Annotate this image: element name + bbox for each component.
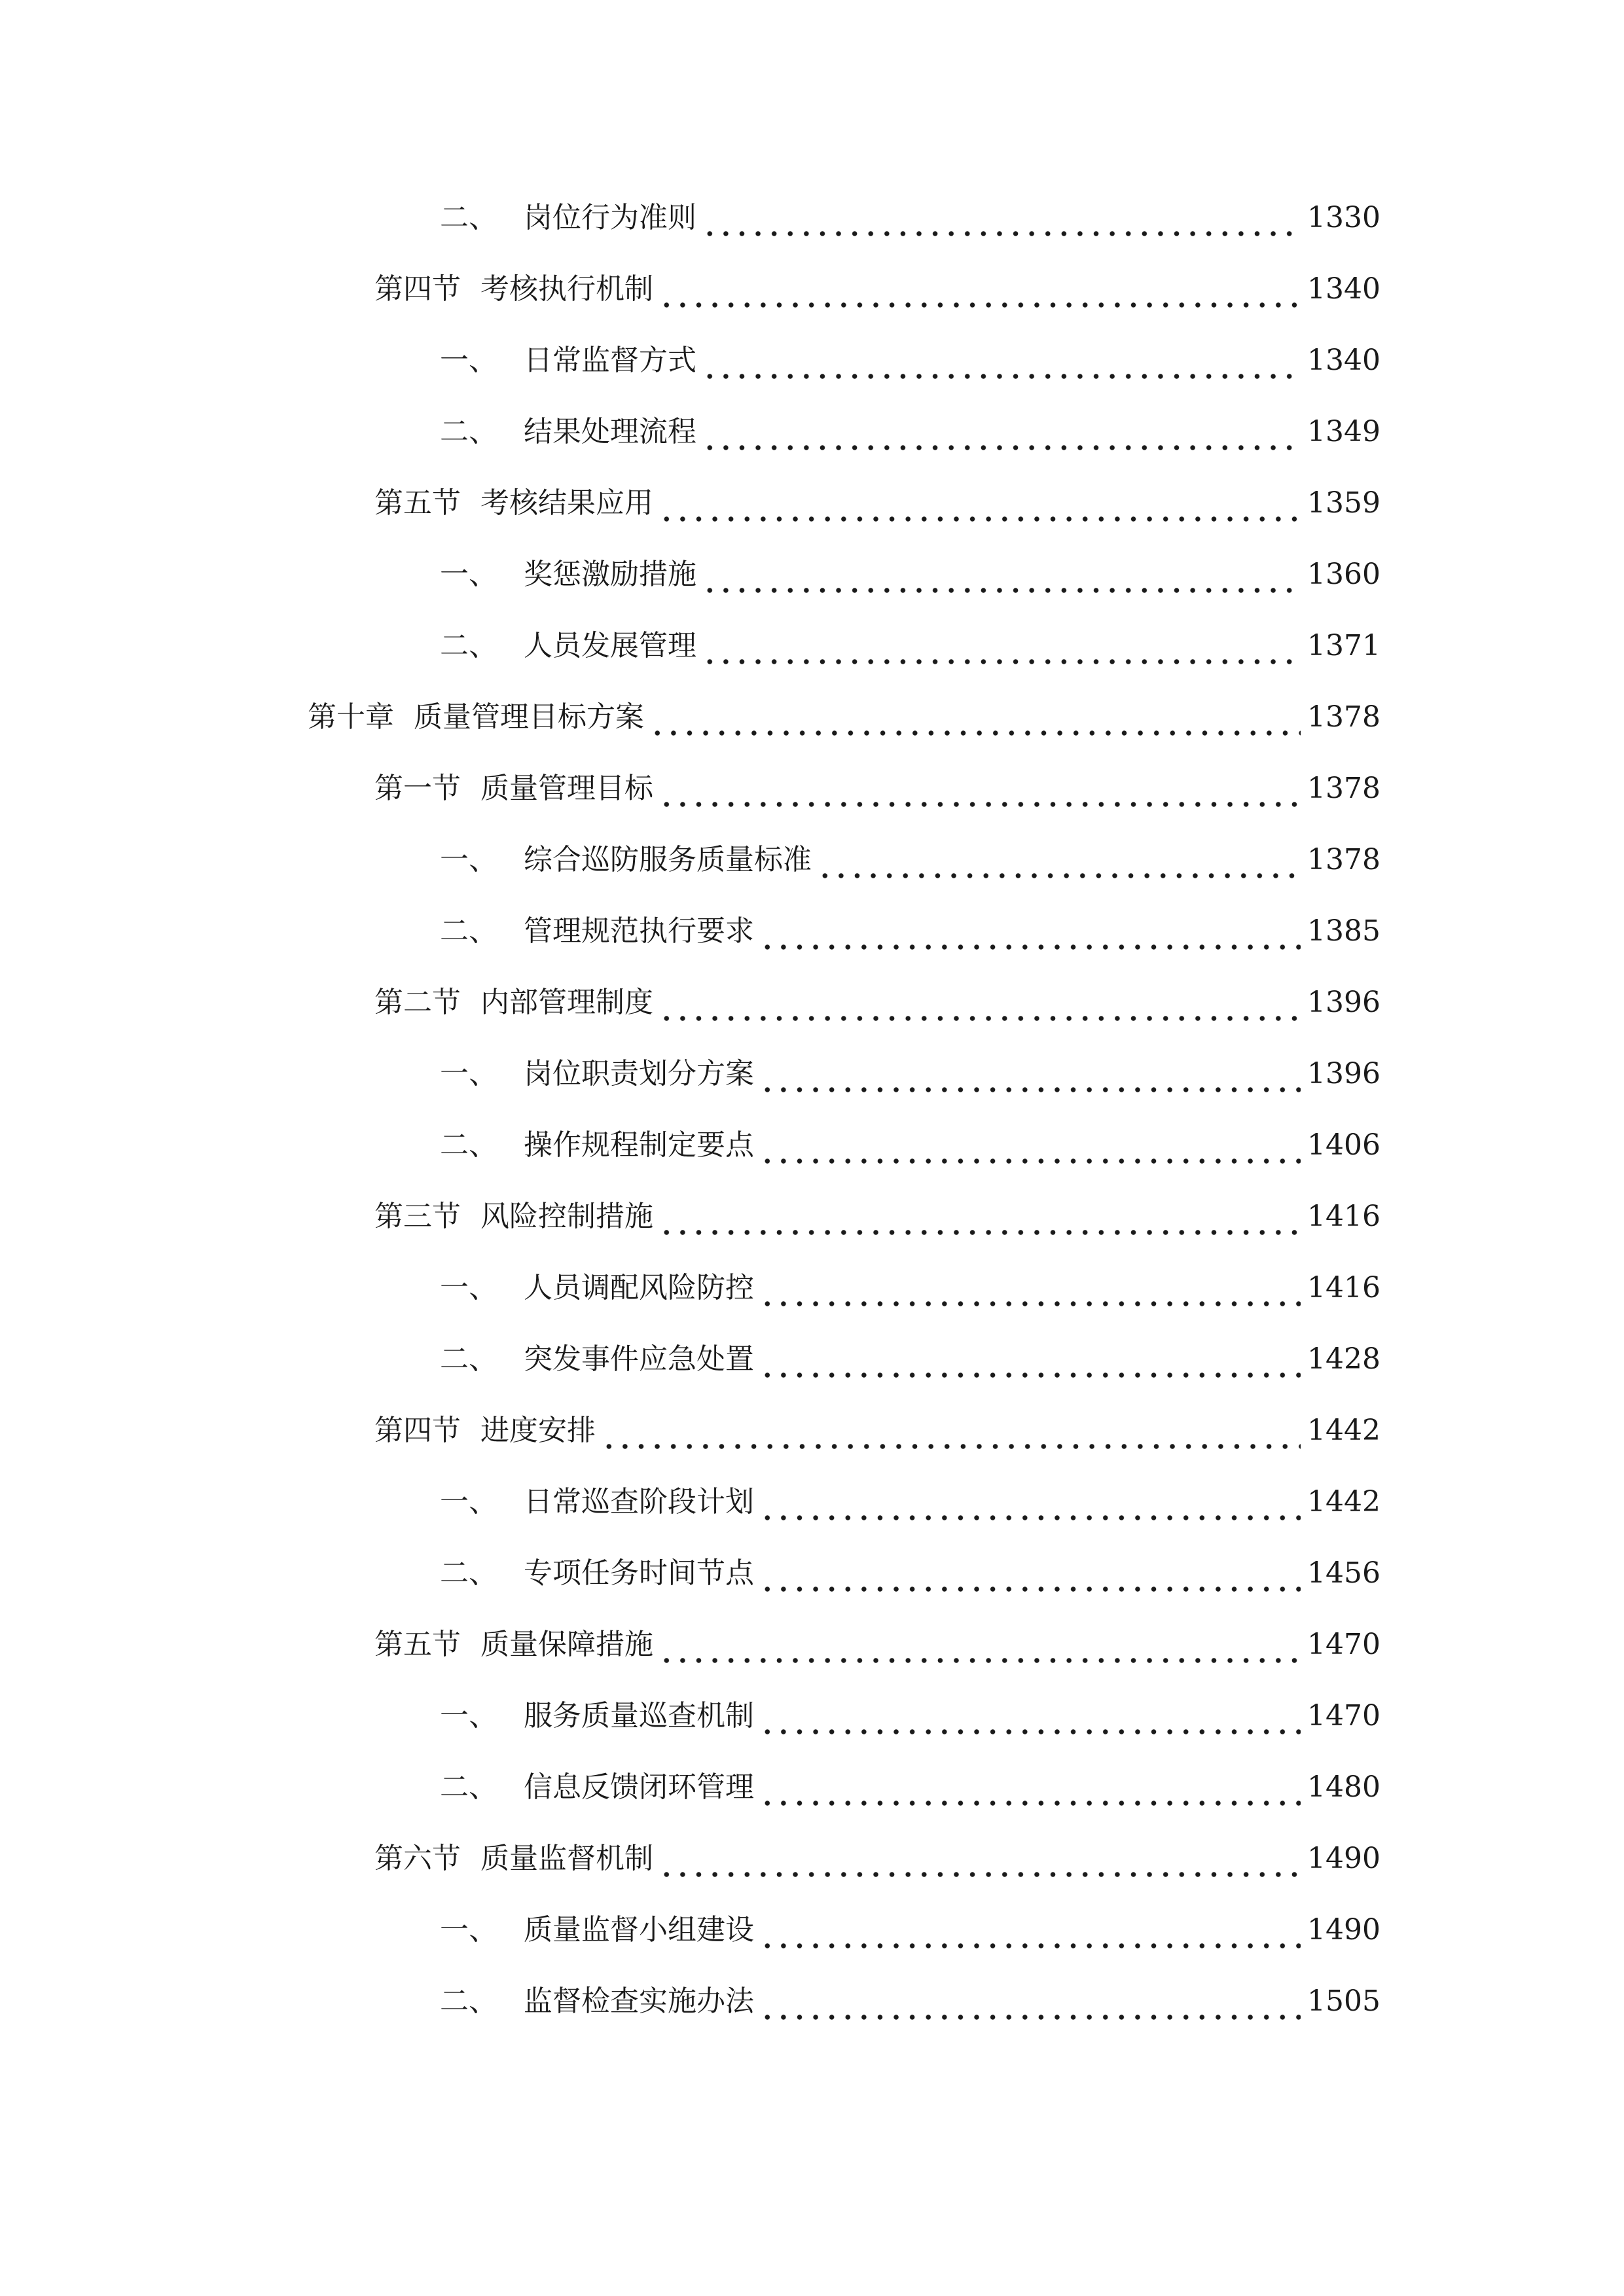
- dot-leader: [759, 1690, 1301, 1742]
- toc-entry[interactable]: [440, 1333, 1380, 1386]
- toc-entry-title: 人员发展管理: [524, 629, 696, 662]
- toc-entry-prefix: 二、: [440, 1342, 497, 1376]
- toc-entry-page-number: 1416: [1307, 1271, 1380, 1304]
- toc-entry[interactable]: [440, 1904, 1380, 1956]
- toc-entry-title: 监督检查实施办法: [524, 1984, 754, 2018]
- dot-leader: [759, 1761, 1301, 1814]
- dot-leader: [702, 192, 1301, 244]
- toc-entry-page-number: 1396: [1307, 986, 1380, 1019]
- dot-leader: [759, 905, 1301, 958]
- toc-entry-page-number: 1385: [1307, 914, 1380, 948]
- toc-entry[interactable]: [440, 1761, 1380, 1814]
- toc-entry-page-number: 1330: [1307, 201, 1380, 234]
- toc-entry-title: 考核执行机制: [480, 272, 653, 306]
- dot-leader: [759, 1547, 1301, 1600]
- toc-entry-prefix: 二、: [440, 415, 497, 448]
- toc-entry-page-number: 1470: [1307, 1628, 1380, 1661]
- toc-entry-title: 日常监督方式: [524, 344, 696, 377]
- toc-entry-title: 服务质量巡查机制: [524, 1699, 754, 1732]
- toc-entry-prefix: 第五节: [374, 486, 461, 520]
- toc-entry-prefix: 一、: [440, 1699, 497, 1732]
- dot-leader: [659, 977, 1301, 1029]
- dot-leader: [659, 1833, 1301, 1885]
- toc-entry[interactable]: [440, 620, 1380, 672]
- toc-entry-page-number: 1378: [1307, 700, 1380, 734]
- toc-entry[interactable]: [440, 192, 1380, 244]
- toc-entry-title: 操作规程制定要点: [524, 1128, 754, 1162]
- toc-entry-title: 人员调配风险防控: [524, 1271, 754, 1304]
- toc-entry-prefix: 第十章: [308, 700, 394, 734]
- dot-leader: [659, 263, 1301, 315]
- dot-leader: [659, 1619, 1301, 1671]
- toc-entry-prefix: 第一节: [374, 772, 461, 805]
- toc-entry-prefix: 二、: [440, 1128, 497, 1162]
- toc-entry[interactable]: [440, 1119, 1380, 1172]
- toc-entry-prefix: 二、: [440, 1984, 497, 2018]
- dot-leader: [702, 620, 1301, 672]
- dot-leader: [759, 1262, 1301, 1314]
- toc-entry-prefix: 一、: [440, 1271, 497, 1304]
- toc-entry-title: 管理规范执行要求: [524, 914, 754, 948]
- toc-entry[interactable]: [440, 1476, 1380, 1528]
- toc-entry-page-number: 1340: [1307, 272, 1380, 306]
- toc-entry[interactable]: [374, 762, 1380, 815]
- toc-entry[interactable]: [374, 263, 1380, 315]
- toc-entry-title: 岗位行为准则: [524, 201, 696, 234]
- toc-entry-title: 结果处理流程: [524, 415, 696, 448]
- dot-leader: [759, 1048, 1301, 1100]
- toc-entry-title: 质量监督机制: [480, 1842, 653, 1875]
- toc-entry[interactable]: [440, 905, 1380, 958]
- toc-entry-page-number: 1378: [1307, 843, 1380, 876]
- toc-entry-prefix: 第四节: [374, 272, 461, 306]
- toc-entry[interactable]: [308, 691, 1380, 744]
- toc-entry-title: 质量管理目标方案: [414, 700, 644, 734]
- dot-leader: [649, 691, 1301, 744]
- toc-entry-page-number: 1480: [1307, 1770, 1380, 1804]
- toc-entry-prefix: 一、: [440, 1485, 497, 1518]
- toc-entry-prefix: 二、: [440, 629, 497, 662]
- toc-entry[interactable]: [374, 1619, 1380, 1671]
- dot-leader: [659, 1191, 1301, 1243]
- dot-leader: [759, 1975, 1301, 2028]
- toc-entry-prefix: 二、: [440, 1556, 497, 1590]
- toc-entry-title: 质量管理目标: [480, 772, 653, 805]
- toc-entry-title: 奖惩激励措施: [524, 558, 696, 591]
- toc-entry-title: 风险控制措施: [480, 1200, 653, 1233]
- toc-entry-page-number: 1359: [1307, 486, 1380, 520]
- toc-entry-page-number: 1406: [1307, 1128, 1380, 1162]
- toc-entry[interactable]: [440, 1975, 1380, 2028]
- toc-entry-page-number: 1442: [1307, 1414, 1380, 1447]
- toc-entry-title: 进度安排: [480, 1414, 596, 1447]
- toc-entry[interactable]: [440, 334, 1380, 387]
- dot-leader: [702, 334, 1301, 387]
- dot-leader: [759, 1119, 1301, 1172]
- toc-entry[interactable]: [440, 1262, 1380, 1314]
- toc-entry-prefix: 二、: [440, 914, 497, 948]
- dot-leader: [659, 762, 1301, 815]
- toc-entry-prefix: 第二节: [374, 986, 461, 1019]
- dot-leader: [702, 406, 1301, 458]
- dot-leader: [817, 834, 1301, 886]
- toc-entry-prefix: 第五节: [374, 1628, 461, 1661]
- toc-entry[interactable]: [440, 548, 1380, 601]
- toc-entry-page-number: 1470: [1307, 1699, 1380, 1732]
- toc-entry[interactable]: [374, 1405, 1380, 1457]
- toc-entry-page-number: 1340: [1307, 344, 1380, 377]
- toc-entry[interactable]: [440, 1048, 1380, 1100]
- toc-entry-title: 质量监督小组建设: [524, 1913, 754, 1946]
- toc-entry-prefix: 二、: [440, 201, 497, 234]
- toc-entry[interactable]: [374, 1191, 1380, 1243]
- toc-entry[interactable]: [440, 1690, 1380, 1742]
- toc-entry-page-number: 1416: [1307, 1200, 1380, 1233]
- toc-entry-page-number: 1349: [1307, 415, 1380, 448]
- dot-leader: [759, 1476, 1301, 1528]
- toc-entry-title: 日常巡查阶段计划: [524, 1485, 754, 1518]
- toc-entry-prefix: 一、: [440, 344, 497, 377]
- toc-entry-title: 综合巡防服务质量标准: [524, 843, 812, 876]
- dot-leader: [659, 477, 1301, 529]
- toc-entry-page-number: 1396: [1307, 1057, 1380, 1090]
- toc-entry-page-number: 1360: [1307, 558, 1380, 591]
- toc-entry-title: 专项任务时间节点: [524, 1556, 754, 1590]
- toc-entry-title: 质量保障措施: [480, 1628, 653, 1661]
- dot-leader: [702, 548, 1301, 601]
- toc-entry-prefix: 第四节: [374, 1414, 461, 1447]
- toc-entry-prefix: 一、: [440, 1057, 497, 1090]
- toc-entry-prefix: 第六节: [374, 1842, 461, 1875]
- toc-entry[interactable]: [440, 1547, 1380, 1600]
- toc-entry-title: 内部管理制度: [480, 986, 653, 1019]
- dot-leader: [601, 1405, 1301, 1457]
- toc-entry-title: 突发事件应急处置: [524, 1342, 754, 1376]
- toc-entry-title: 岗位职责划分方案: [524, 1057, 754, 1090]
- toc-entry[interactable]: [440, 834, 1380, 886]
- toc-entry-prefix: 第三节: [374, 1200, 461, 1233]
- toc-entry-title: 考核结果应用: [480, 486, 653, 520]
- toc-entry[interactable]: [374, 1833, 1380, 1885]
- toc-entry-page-number: 1378: [1307, 772, 1380, 805]
- toc-entry-page-number: 1428: [1307, 1342, 1380, 1376]
- toc-entry[interactable]: [374, 477, 1380, 529]
- toc-entry-page-number: 1505: [1307, 1984, 1380, 2018]
- toc-entry-page-number: 1456: [1307, 1556, 1380, 1590]
- toc-entry-prefix: 一、: [440, 1913, 497, 1946]
- toc-entry-prefix: 一、: [440, 843, 497, 876]
- toc-entry-prefix: 一、: [440, 558, 497, 591]
- toc-entry-page-number: 1442: [1307, 1485, 1380, 1518]
- toc-entry-page-number: 1490: [1307, 1842, 1380, 1875]
- dot-leader: [759, 1904, 1301, 1956]
- toc-entry-page-number: 1490: [1307, 1913, 1380, 1946]
- toc-entry-prefix: 二、: [440, 1770, 497, 1804]
- toc-entry-title: 信息反馈闭环管理: [524, 1770, 754, 1804]
- dot-leader: [759, 1333, 1301, 1386]
- toc-entry-page-number: 1371: [1307, 629, 1380, 662]
- toc-entry[interactable]: [440, 406, 1380, 458]
- toc-entry[interactable]: [374, 977, 1380, 1029]
